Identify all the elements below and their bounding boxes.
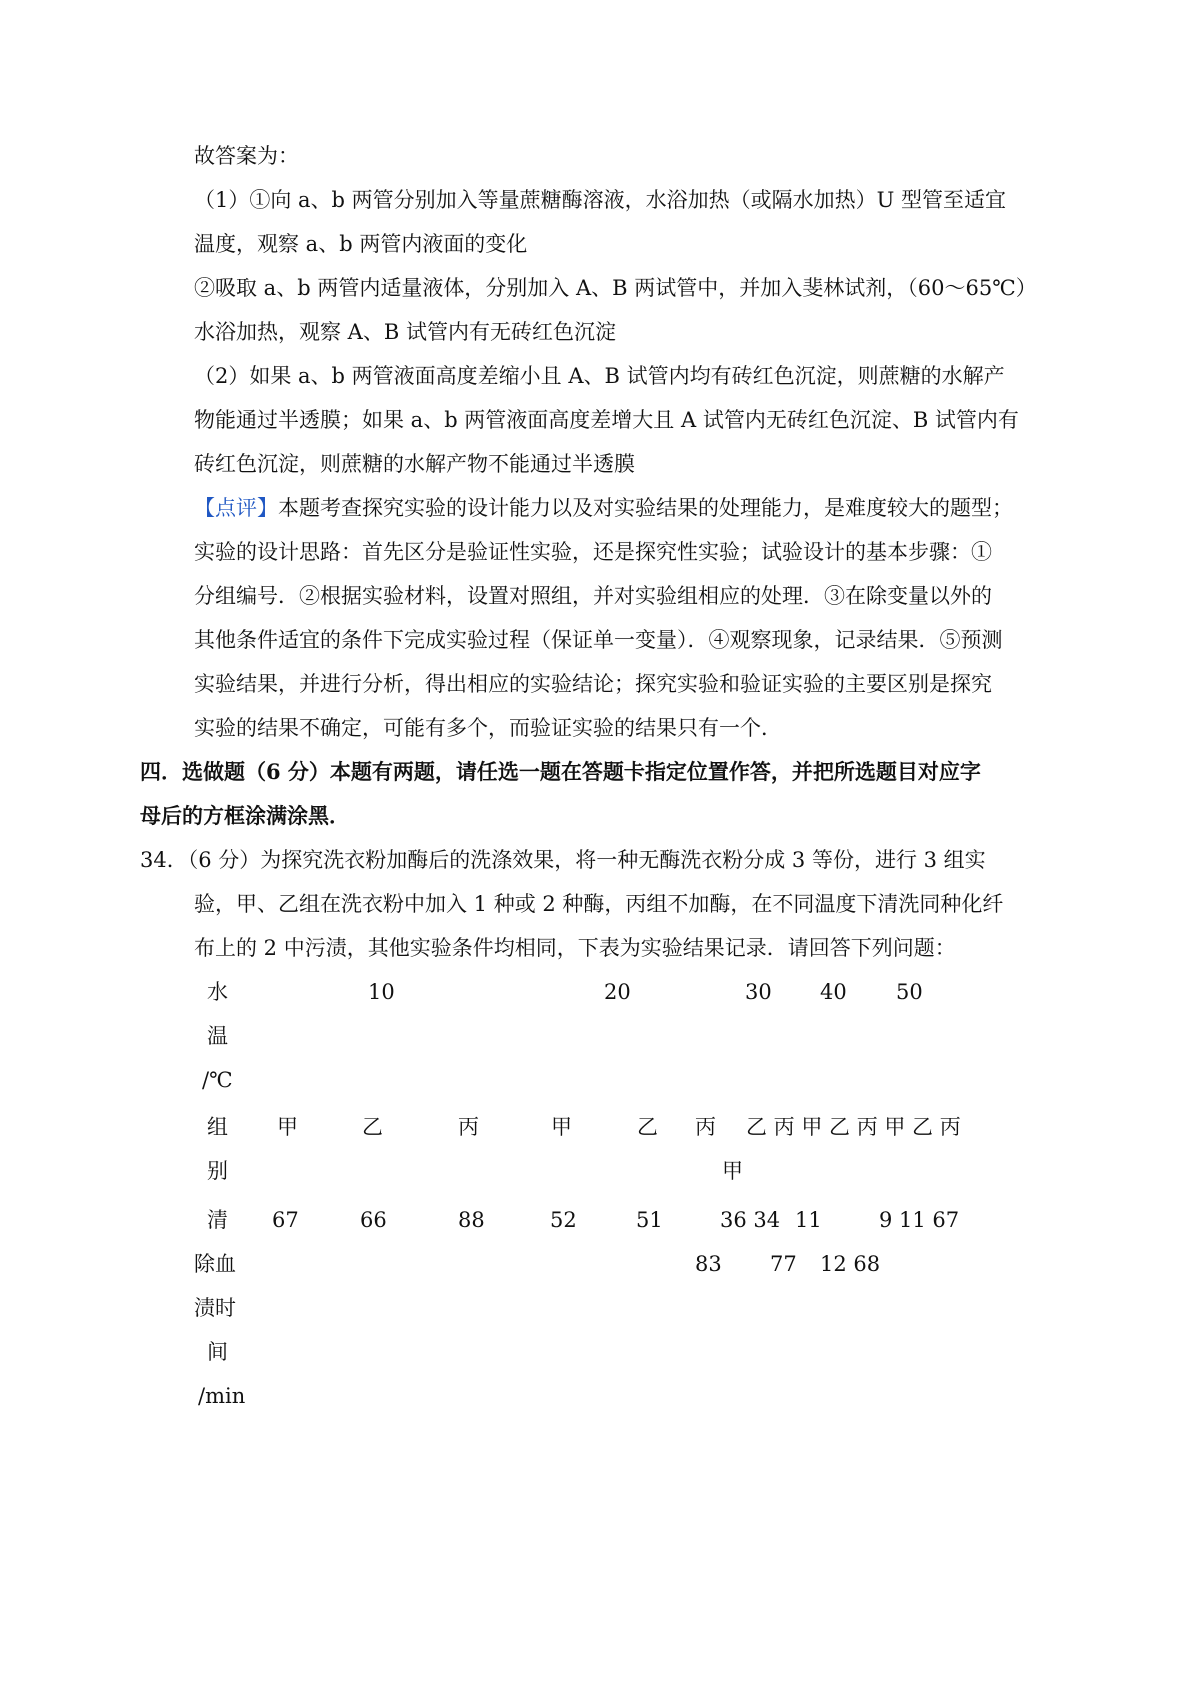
time-cell: 51 — [636, 1208, 663, 1232]
answer-intro: 故答案为： — [194, 144, 299, 168]
answer2-line-2: 物能通过半透膜；如果 a、b 两管液面高度差增大且 A 试管内无砖红色沉淀、B 试管内有 — [194, 408, 1019, 432]
comment-text-1: 本题考查探究实验的设计能力以及对实验结果的处理能力，是难度较大的题型； — [278, 496, 1013, 520]
group-label-2: 别 — [207, 1159, 228, 1183]
time-cell: 66 — [360, 1208, 387, 1232]
time-label-3: 渍时 — [194, 1296, 236, 1320]
question-line-3: 布上的 2 中污渍，其他实验条件均相同，下表为实验结果记录．请回答下列问题： — [194, 936, 956, 960]
group-cell-row: 乙 丙 甲 乙 丙 甲 乙 丙 — [746, 1115, 961, 1139]
question-line-1: 34．（6 分）为探究洗衣粉加酶后的洗涤效果，将一种无酶洗衣粉分成 3 等份，进行 3 组实 — [140, 848, 986, 872]
group-cell: 乙 — [362, 1115, 383, 1139]
question-line-2: 验，甲、乙组在洗衣粉中加入 1 种或 2 种酶，丙组不加酶，在不同温度下清洗同种化纤 — [194, 892, 1004, 916]
comment-line-3: 分组编号．②根据实验材料，设置对照组，并对实验组相应的处理．③在除变量以外的 — [194, 584, 992, 608]
answer2-line-3: 砖红色沉淀，则蔗糖的水解产物不能通过半透膜 — [194, 452, 635, 476]
time-label-5: /min — [198, 1384, 246, 1408]
temp-50: 50 — [896, 980, 923, 1004]
comment-line-6: 实验的结果不确定，可能有多个，而验证实验的结果只有一个． — [194, 716, 782, 740]
time-cell: 36 34 — [720, 1208, 781, 1232]
group-label-1: 组 — [207, 1115, 228, 1139]
comment-line-4: 其他条件适宜的条件下完成实验过程（保证单一变量）．④观察现象，记录结果．⑤预测 — [194, 628, 1003, 652]
temp-40: 40 — [820, 980, 847, 1004]
group-cell: 丙 — [695, 1115, 716, 1139]
group-cell: 甲 — [277, 1115, 298, 1139]
comment-line-1 — [194, 494, 1013, 522]
time-label-4: 间 — [207, 1340, 228, 1364]
temp-30: 30 — [745, 980, 772, 1004]
group-cell: 甲 — [722, 1159, 743, 1183]
time-cell: 88 — [458, 1208, 485, 1232]
temp-label-1: 水 — [207, 980, 228, 1004]
section-heading-line-1: 四．选做题（6 分）本题有两题，请任选一题在答题卡指定位置作答，并把所选题目对应字 — [140, 759, 981, 784]
time-cell: 77 — [770, 1252, 797, 1276]
comment-line-2: 实验的设计思路：首先区分是验证性实验，还是探究性实验；试验设计的基本步骤：① — [194, 540, 992, 564]
answer1-line-3: ②吸取 a、b 两管内适量液体，分别加入 A、B 两试管中，并加入斐林试剂，（60～65℃） — [194, 276, 1037, 300]
answer1-line-4: 水浴加热，观察 A、B 试管内有无砖红色沉淀 — [194, 320, 616, 344]
group-cell: 丙 — [458, 1115, 479, 1139]
answer1-line-1: （1）①向 a、b 两管分别加入等量蔗糖酶溶液，水浴加热（或隔水加热）U 型管至适宜 — [194, 188, 1007, 212]
time-cell: 11 — [795, 1208, 822, 1232]
time-cell: 67 — [272, 1208, 299, 1232]
temp-label-3: /℃ — [202, 1068, 233, 1092]
time-cell: 12 68 — [820, 1252, 881, 1276]
time-label-2: 除血 — [194, 1252, 236, 1276]
comment-tag: 【点评】 — [194, 496, 278, 520]
group-cell: 甲 — [551, 1115, 572, 1139]
answer1-line-2: 温度，观察 a、b 两管内液面的变化 — [194, 232, 528, 256]
temp-label-2: 温 — [207, 1024, 228, 1048]
temp-10: 10 — [368, 980, 395, 1004]
answer2-line-1: （2）如果 a、b 两管液面高度差缩小且 A、B 试管内均有砖红色沉淀，则蔗糖的水解产 — [194, 364, 1005, 388]
time-cell: 83 — [695, 1252, 722, 1276]
section-heading-line-2: 母后的方框涂满涂黑． — [140, 803, 350, 828]
time-cell: 9 11 67 — [879, 1208, 960, 1232]
group-cell: 乙 — [637, 1115, 658, 1139]
time-cell: 52 — [550, 1208, 577, 1232]
temp-20: 20 — [604, 980, 631, 1004]
comment-line-5: 实验结果，并进行分析，得出相应的实验结论；探究实验和验证实验的主要区别是探究 — [194, 672, 992, 696]
time-label-1: 清 — [207, 1208, 228, 1232]
